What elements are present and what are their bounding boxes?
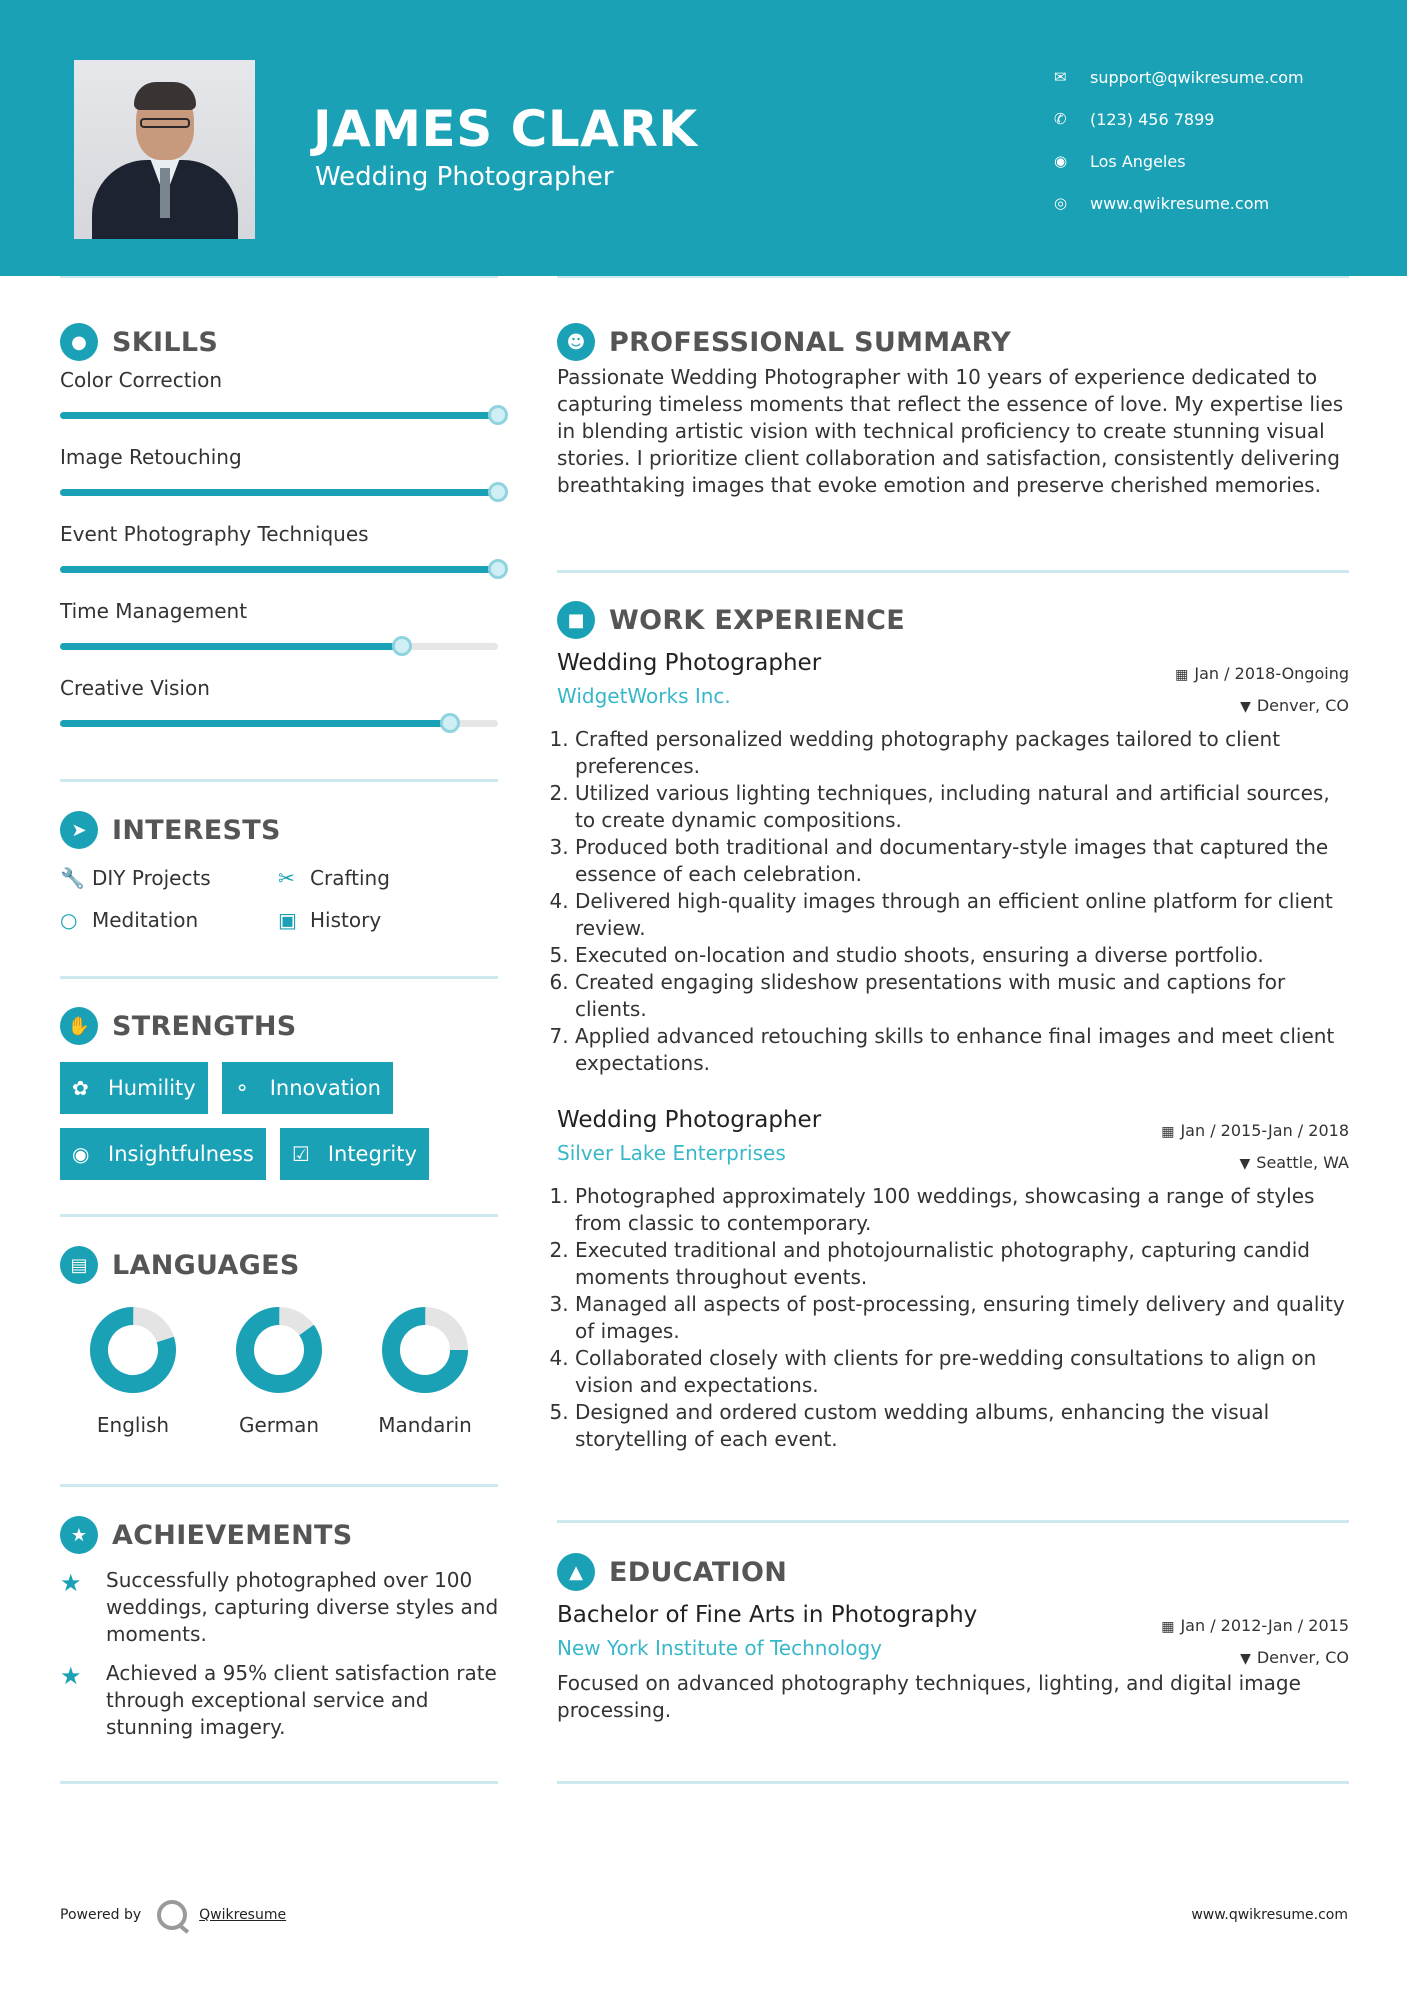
language-name: German bbox=[238, 1413, 320, 1437]
user-icon: ☻ bbox=[557, 323, 595, 361]
footer-url[interactable]: www.qwikresume.com bbox=[1191, 1907, 1348, 1923]
job-bullet: 5. Designed and ordered custom wedding albums, enhancing the visual storytelling of each event. bbox=[575, 1399, 1349, 1453]
education-entry bbox=[557, 1602, 1349, 1724]
job-bullet: 3. Produced both traditional and documentary-style images that captured the essence of each celebration. bbox=[575, 834, 1349, 888]
achievements-title: ACHIEVEMENTS bbox=[112, 1519, 353, 1551]
skill-bar bbox=[60, 566, 498, 573]
contact-website[interactable]: ◎ www.qwikresume.com bbox=[1054, 193, 1270, 213]
interest-item: ▣ History bbox=[278, 908, 382, 932]
language-name: Mandarin bbox=[378, 1413, 472, 1437]
skill-bar-fill bbox=[60, 720, 450, 727]
language-item bbox=[206, 1305, 352, 1437]
degree: Bachelor of Fine Arts in Photography bbox=[557, 1602, 978, 1628]
skill-item bbox=[60, 670, 500, 747]
language-item bbox=[60, 1305, 206, 1437]
footer-powered-by: Powered by Qwikresume bbox=[60, 1900, 286, 1930]
calendar-icon: ▦ bbox=[1175, 667, 1189, 683]
interests-section bbox=[60, 810, 500, 932]
strength-badge: ☑ Integrity bbox=[280, 1128, 429, 1180]
education-date: ▦ Jan / 2012-Jan / 2015 bbox=[1161, 1616, 1349, 1635]
achievement-item: ★ Successfully photographed over 100 weddings, capturing diverse styles and moments. bbox=[60, 1568, 499, 1646]
job-location: ▼ Denver, CO bbox=[1240, 696, 1349, 715]
job-bullet: 4. Delivered high-quality images through an efficient online platform for client review. bbox=[575, 888, 1349, 942]
leaf-icon: ✿ bbox=[72, 1076, 89, 1100]
skill-bar bbox=[60, 489, 498, 496]
job-title: Wedding Photographer bbox=[557, 650, 822, 676]
job-bullet: 1. Photographed approximately 100 weddings, showcasing a range of styles from classic to contemporary. bbox=[575, 1183, 1349, 1237]
experience-divider bbox=[557, 1520, 1349, 1523]
education-location: ▼ Denver, CO bbox=[1240, 1648, 1349, 1667]
strengths-title: STRENGTHS bbox=[112, 1010, 297, 1042]
job-entry bbox=[557, 1107, 1349, 1453]
job-location: ▼ Seattle, WA bbox=[1239, 1153, 1349, 1172]
language-item bbox=[352, 1305, 498, 1437]
skill-bar-fill bbox=[60, 566, 498, 573]
strength-badge: ⚬ Innovation bbox=[222, 1062, 393, 1114]
job-bullet: 2. Utilized various lighting techniques, including natural and artificial sources, to create dynamic compositions. bbox=[575, 780, 1349, 834]
profile-photo bbox=[74, 60, 255, 239]
job-bullet: 6. Created engaging slideshow presentations with music and captions for clients. bbox=[575, 969, 1349, 1023]
skill-level-knob bbox=[440, 713, 460, 733]
summary-title: PROFESSIONAL SUMMARY bbox=[609, 326, 1012, 358]
summary-section bbox=[557, 322, 1349, 499]
donut-fill bbox=[234, 1305, 324, 1395]
star-icon: ★ bbox=[60, 1516, 98, 1554]
summary-divider bbox=[557, 570, 1349, 573]
calendar-icon: ▦ bbox=[1161, 1124, 1175, 1140]
skill-item bbox=[60, 516, 500, 593]
languages-section bbox=[60, 1245, 500, 1437]
job-bullet: 1. Crafted personalized wedding photography packages tailored to client preferences. bbox=[575, 726, 1349, 780]
lightbulb-icon: ⚬ bbox=[233, 1076, 251, 1100]
graduation-icon: ▲ bbox=[557, 1553, 595, 1591]
skill-bar bbox=[60, 643, 498, 650]
achievements-divider bbox=[60, 1781, 498, 1784]
job-date: ▦ Jan / 2018-Ongoing bbox=[1175, 664, 1349, 683]
interest-item: ○ Meditation bbox=[60, 908, 199, 932]
school: New York Institute of Technology bbox=[557, 1636, 883, 1660]
skill-name: Time Management bbox=[60, 599, 248, 623]
strength-badge: ✿ Humility bbox=[60, 1062, 208, 1114]
globe-icon: ◎ bbox=[1054, 194, 1068, 212]
header-divider-left bbox=[60, 276, 498, 278]
star-icon: ★ bbox=[60, 1662, 82, 1690]
skill-name: Color Correction bbox=[60, 368, 223, 392]
job-title: Wedding Photographer bbox=[557, 1107, 822, 1133]
calendar-icon: ▦ bbox=[1161, 1619, 1175, 1635]
job-bullet: 3. Managed all aspects of post-processing, ensuring timely delivery and quality of images. bbox=[575, 1291, 1349, 1345]
job-bullets bbox=[557, 726, 1349, 1077]
skills-section bbox=[60, 322, 500, 747]
interests-divider bbox=[60, 976, 498, 979]
contact-phone[interactable]: ✆ (123) 456 7899 bbox=[1054, 109, 1215, 129]
skill-bar bbox=[60, 412, 498, 419]
strengths-section bbox=[60, 1006, 500, 1194]
skill-bar-fill bbox=[60, 643, 402, 650]
scissors-icon: ✂ bbox=[278, 866, 295, 890]
language-name: English bbox=[96, 1413, 170, 1437]
skill-bar-fill bbox=[60, 489, 498, 496]
hand-icon: ✋ bbox=[60, 1007, 98, 1045]
strength-badge: ◉ Insightfulness bbox=[60, 1128, 266, 1180]
education-divider bbox=[557, 1781, 1349, 1784]
interest-item: ✂ Crafting bbox=[278, 866, 390, 890]
job-bullets bbox=[557, 1183, 1349, 1453]
education-section bbox=[557, 1552, 1349, 1724]
contact-list bbox=[1054, 56, 1304, 224]
interests-title: INTERESTS bbox=[112, 814, 281, 846]
summary-text: Passionate Wedding Photographer with 10 years of experience dedicated to capturing timeless moments that reflect the essence of love. My expertise lies in blending artistic vision with technical proficiency to create stunning visual stories. I prioritize client collaboration and satisfaction, consistently delivering breathtaking images that evoke emotion and preserve cherished memories. bbox=[557, 365, 1344, 497]
skill-name: Creative Vision bbox=[60, 676, 210, 700]
lightbulb-icon: ● bbox=[60, 323, 98, 361]
skill-level-knob bbox=[488, 405, 508, 425]
contact-email[interactable]: ✉ support@qwikresume.com bbox=[1054, 67, 1304, 87]
language-icon: ▤ bbox=[60, 1246, 98, 1284]
candidate-name: JAMES CLARK bbox=[313, 100, 698, 158]
strengths-divider bbox=[60, 1214, 498, 1217]
skill-bar bbox=[60, 720, 498, 727]
achievements-section bbox=[60, 1515, 500, 1749]
skill-item bbox=[60, 439, 500, 516]
skill-item bbox=[60, 362, 500, 439]
circle-icon: ○ bbox=[60, 908, 78, 932]
languages-divider bbox=[60, 1484, 498, 1487]
job-bullet: 4. Collaborated closely with clients for pre-wedding consultations to align on vision and expectations. bbox=[575, 1345, 1349, 1399]
education-title: EDUCATION bbox=[609, 1556, 788, 1588]
pin-icon: ▼ bbox=[1240, 699, 1251, 715]
skill-level-knob bbox=[392, 636, 412, 656]
candidate-title: Wedding Photographer bbox=[315, 162, 614, 192]
interest-item: 🔧 DIY Projects bbox=[60, 866, 211, 890]
language-donut bbox=[380, 1305, 470, 1395]
paper-plane-icon: ➤ bbox=[60, 811, 98, 849]
briefcase-icon: ■ bbox=[557, 601, 595, 639]
footer-brand-link[interactable]: Qwikresume bbox=[199, 1907, 287, 1923]
experience-section bbox=[557, 600, 1349, 1453]
skills-title: SKILLS bbox=[112, 326, 219, 358]
skill-bar-fill bbox=[60, 412, 498, 419]
achievement-item: ★ Achieved a 95% client satisfaction rate through exceptional service and stunning imagery. bbox=[60, 1661, 497, 1739]
job-bullet: 5. Executed on-location and studio shoots, ensuring a diverse portfolio. bbox=[575, 942, 1349, 969]
job-bullet: 7. Applied advanced retouching skills to enhance final images and meet client expectations. bbox=[575, 1023, 1349, 1077]
resume-header bbox=[0, 0, 1407, 276]
pin-icon: ▼ bbox=[1239, 1156, 1251, 1172]
bank-icon: ▣ bbox=[278, 908, 297, 932]
check-square-icon: ☑ bbox=[291, 1142, 310, 1166]
job-company: Silver Lake Enterprises bbox=[557, 1141, 786, 1165]
job-date: ▦ Jan / 2015-Jan / 2018 bbox=[1161, 1121, 1349, 1140]
qwikresume-logo-icon bbox=[157, 1900, 187, 1930]
skill-item bbox=[60, 593, 500, 670]
language-donut bbox=[88, 1305, 178, 1395]
skills-divider bbox=[60, 779, 498, 782]
language-donut bbox=[234, 1305, 324, 1395]
contact-location: ◉ Los Angeles bbox=[1054, 151, 1186, 171]
wrench-icon: 🔧 bbox=[60, 866, 85, 890]
eye-icon: ◉ bbox=[72, 1142, 90, 1166]
job-entry bbox=[557, 650, 1349, 1077]
skill-level-knob bbox=[488, 559, 508, 579]
education-text: Focused on advanced photography techniques, lighting, and digital image processing. bbox=[557, 1671, 1301, 1722]
job-bullet: 2. Executed traditional and photojournalistic photography, capturing candid moments throughout events. bbox=[575, 1237, 1349, 1291]
pin-icon: ▼ bbox=[1240, 1651, 1251, 1667]
skill-name: Image Retouching bbox=[60, 445, 242, 469]
star-icon: ★ bbox=[60, 1569, 82, 1597]
experience-title: WORK EXPERIENCE bbox=[609, 604, 905, 636]
envelope-icon: ✉ bbox=[1054, 68, 1067, 86]
job-company: WidgetWorks Inc. bbox=[557, 684, 731, 708]
skill-name: Event Photography Techniques bbox=[60, 522, 369, 546]
phone-icon: ✆ bbox=[1054, 110, 1067, 128]
header-divider-right bbox=[557, 276, 1349, 278]
languages-title: LANGUAGES bbox=[112, 1249, 300, 1281]
skill-level-knob bbox=[488, 482, 508, 502]
map-pin-icon: ◉ bbox=[1054, 152, 1068, 170]
